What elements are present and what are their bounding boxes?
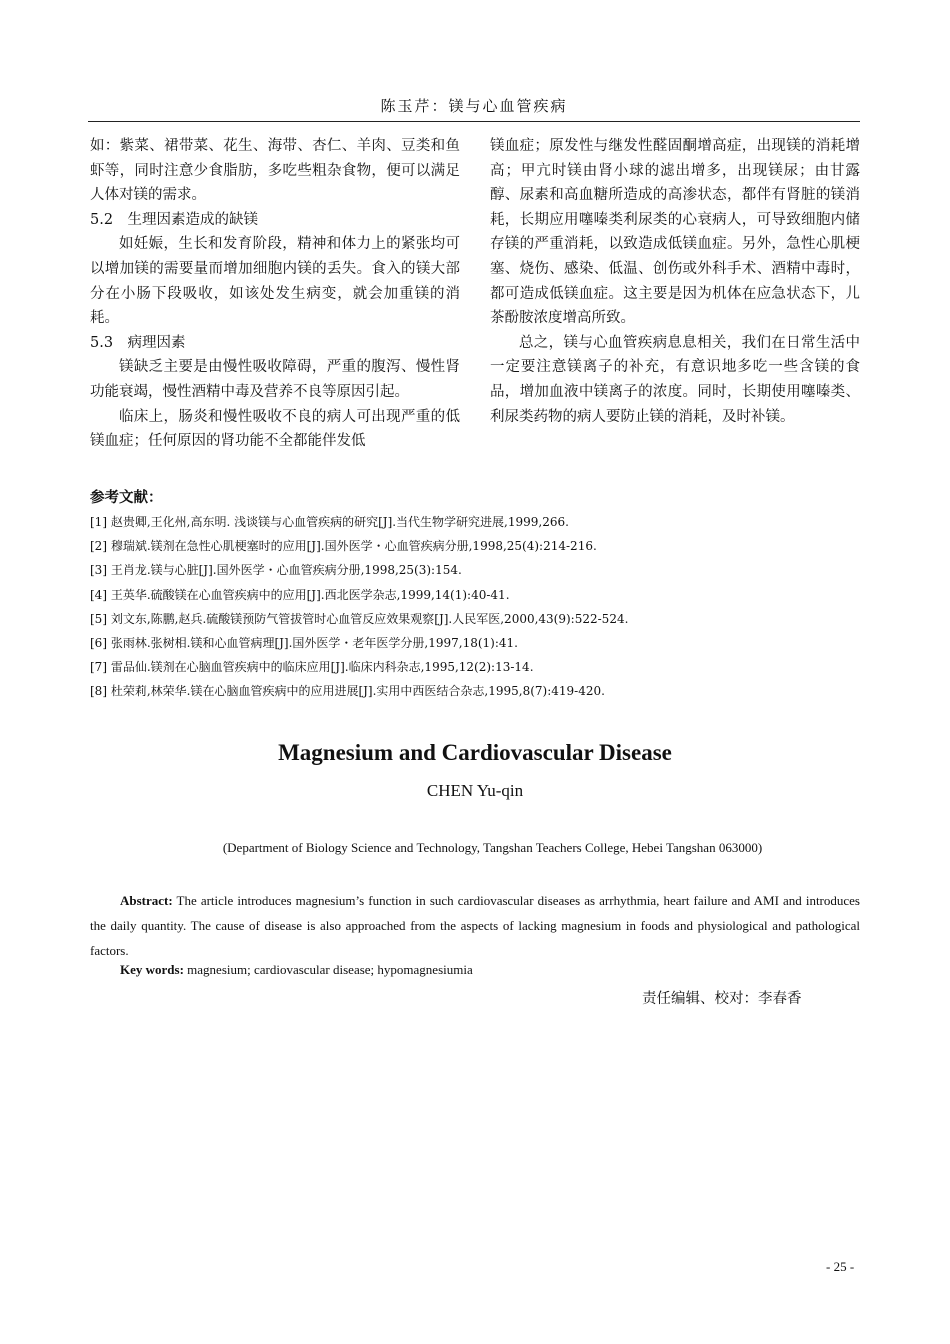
- left-column: [90, 134, 460, 454]
- reference-item: [2] 穆瑞斌.镁剂在急性心肌梗塞时的应用[J].国外医学・心血管疾病分册,1998,25(4):214-216.: [90, 539, 597, 554]
- abstract-text: The article introduces magnesium’s function in such cardiovascular diseases as arrhythmia, heart failure and AMI and introduces the daily quantity. The cause of disease is also approached from the aspects of lacking magnesium in foods and physiological and pathological factors.: [90, 893, 860, 958]
- reference-item: [7] 雷品仙.镁剂在心脑血管疾病中的临床应用[J].临床内科杂志,1995,12(2):13-14.: [90, 660, 534, 675]
- english-keywords: [120, 962, 473, 978]
- running-header: [88, 95, 860, 122]
- references-title: 参考文献：: [90, 490, 163, 506]
- english-affiliation: (Department of Biology Science and Technology, Tangshan Teachers College, Hebei Tangshan 063000): [222, 840, 763, 855]
- reference-item: [4] 王英华.硫酸镁在心血管疾病中的应用[J].西北医学杂志,1999,14(1):40-41.: [90, 587, 510, 602]
- left-paragraph-3: 镁缺乏主要是由慢性吸收障碍，严重的腹泻、慢性肾功能衰竭，慢性酒精中毒及营养不良等原因引起。: [90, 359, 460, 400]
- section-5-2-heading: 5.2 生理因素造成的缺镁: [90, 211, 259, 228]
- reference-item: [8] 杜荣莉,林荣华.镁在心脑血管疾病中的应用进展[J].实用中西医结合杂志,1995,8(7):419-420.: [90, 684, 605, 699]
- reference-item: [5] 刘文东,陈鹏,赵兵.硫酸镁预防气管拔管时心血管反应效果观察[J].人民军医,2000,43(9):522-524.: [90, 611, 629, 626]
- right-paragraph-2: 总之，镁与心血管疾病息息相关，我们在日常生活中一定要注意镁离子的补充，有意识地多吃一些含镁的食品，增加血液中镁离子的浓度。同时，长期使用噻嗪类、利尿类药物的病人要防止镁的消耗，及时补镁。: [490, 334, 860, 425]
- abstract-label: Abstract:: [120, 893, 173, 908]
- editor-note: 责任编辑、校对：李春香: [642, 991, 802, 1007]
- running-title: 陈玉芹：镁与心血管疾病: [380, 97, 568, 115]
- reference-item: [3] 王肖龙.镁与心脏[J].国外医学・心血管疾病分册,1998,25(3):154.: [90, 563, 462, 578]
- right-paragraph-1: 镁血症；原发性与继发性醛固酮增高症，出现镁的消耗增高；甲亢时镁由肾小球的滤出增多，出现镁尿；由甘露醇、尿素和高血糖所造成的高渗状态，都伴有肾脏的镁消耗，长期应用噻嗪类利尿类的心衰病人，可导致细胞内储存镁的严重消耗，以致造成低镁血症。另外，急性心肌梗塞、烧伤、感染、低温、创伤或外科手术、酒精中毒时，都可造成低镁血症。这主要是因为机体在应急状态下，儿茶酚胺浓度增高所致。: [490, 138, 860, 327]
- keywords-label: Key words:: [120, 962, 184, 977]
- left-paragraph-4: 临床上，肠炎和慢性吸收不良的病人可出现严重的低镁血症；任何原因的肾功能不全都能伴发低: [90, 408, 460, 450]
- english-abstract: [90, 888, 860, 963]
- references-list: [90, 510, 870, 704]
- section-5-3-heading: 5.3 病理因素: [90, 334, 186, 351]
- page-number: - 25 -: [826, 1259, 855, 1274]
- reference-item: [6] 张雨林.张树相.镁和心血管病理[J].国外医学・老年医学分册,1997,18(1):41.: [90, 636, 518, 651]
- reference-item: [1] 赵贵卿,王化州,高东明. 浅谈镁与心血管疾病的研究[J].当代生物学研究进展,1999,266.: [90, 515, 569, 529]
- right-column: [490, 134, 860, 429]
- keywords-text: magnesium; cardiovascular disease; hypomagnesiumia: [183, 962, 473, 977]
- english-author: CHEN Yu-qin: [426, 781, 524, 800]
- english-title: Magnesium and Cardiovascular Disease: [278, 740, 672, 765]
- left-paragraph-1: 如：紫菜、裙带菜、花生、海带、杏仁、羊肉、豆类和鱼虾等，同时注意少食脂肪，多吃些粗杂食物，便可以满足人体对镁的需求。: [90, 138, 460, 204]
- left-paragraph-2: 如妊娠，生长和发育阶段，精神和体力上的紧张均可以增加镁的需要量而增加细胞内镁的丢失。食入的镁大部分在小肠下段吸收，如该处发生病变，就会加重镁的消耗。: [90, 236, 460, 327]
